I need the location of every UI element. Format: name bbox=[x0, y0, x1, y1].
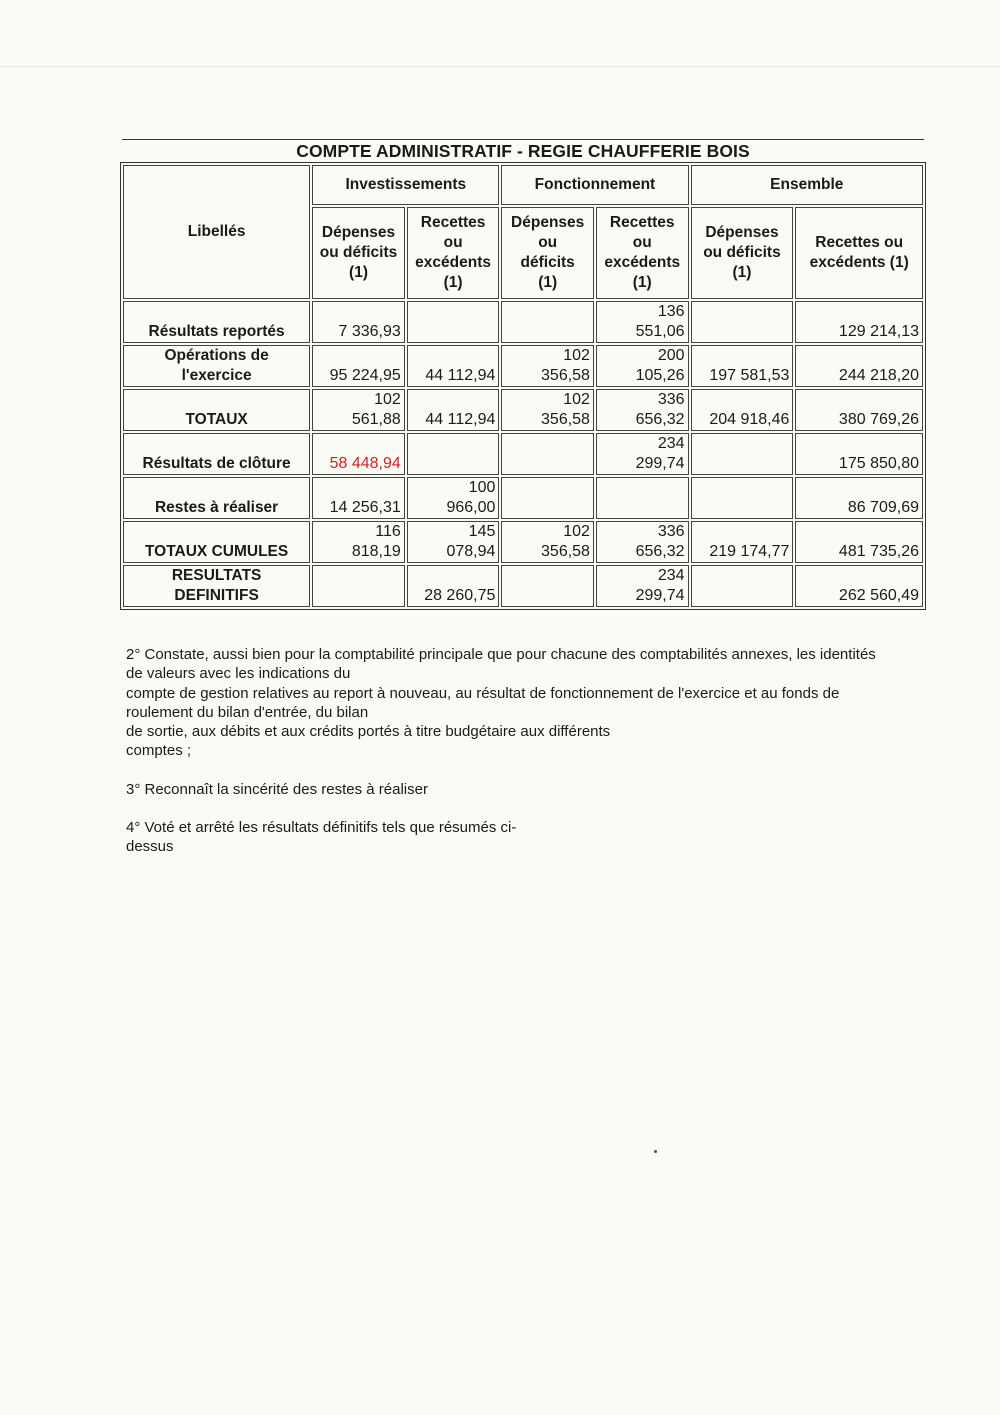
cell-value-line: 356,58 bbox=[541, 411, 590, 428]
cell-value-line: 129 214,13 bbox=[838, 323, 919, 340]
cell-value-line: 86 709,69 bbox=[847, 499, 919, 516]
row-label bbox=[123, 301, 310, 343]
cell-value-line: 145 bbox=[468, 523, 496, 540]
subheader-line: Dépenses bbox=[321, 224, 396, 241]
cell-fonc-recettes bbox=[596, 433, 689, 475]
cell-inv-recettes bbox=[407, 301, 500, 343]
cell-value-line: 28 260,75 bbox=[424, 587, 496, 604]
subheader-line: excédents bbox=[604, 254, 681, 271]
cell-value-line: 336 bbox=[657, 391, 685, 408]
cell-fonc-recettes bbox=[596, 521, 689, 563]
cell-value-line: 44 112,94 bbox=[425, 411, 496, 428]
header-group-fonctionnement: Fonctionnement bbox=[501, 165, 688, 205]
paragraph-line: de sortie, aux débits et aux crédits portés à titre budgétaire aux différents bbox=[126, 723, 611, 741]
cell-inv-recettes bbox=[407, 345, 500, 387]
cell-ens-recettes bbox=[795, 477, 923, 519]
subheader-line: (1) bbox=[632, 274, 652, 291]
cell-value-line: 262 560,49 bbox=[838, 587, 919, 604]
row-label-line: Résultats de clôture bbox=[142, 455, 291, 472]
row-label-line: Résultats reportés bbox=[148, 323, 285, 340]
cell-value-line: 656,32 bbox=[635, 411, 685, 428]
cell-fonc-depenses bbox=[501, 565, 594, 607]
paragraph-line: compte de gestion relatives au report à nouveau, au résultat de fonctionnement de l'exercice et au fonds de bbox=[126, 684, 840, 702]
row-label-line: RESULTATS bbox=[171, 567, 262, 584]
cell-value-line: 966,00 bbox=[446, 499, 496, 516]
cell-value-line: 7 336,93 bbox=[338, 323, 401, 340]
subheader-line: déficits bbox=[520, 254, 575, 271]
header-group-investissements: Investissements bbox=[312, 165, 499, 205]
table-row bbox=[123, 433, 923, 475]
cell-ens-recettes bbox=[795, 521, 923, 563]
cell-ens-recettes bbox=[795, 389, 923, 431]
cell-value-line: 656,32 bbox=[635, 543, 685, 560]
cell-inv-depenses bbox=[312, 565, 405, 607]
subheader-ens-recettes bbox=[795, 207, 923, 299]
cell-value-line: 380 769,26 bbox=[838, 411, 919, 428]
table-row bbox=[123, 301, 923, 343]
subheader-line: (1) bbox=[538, 274, 558, 291]
subheader-ens-depenses bbox=[691, 207, 794, 299]
subheader-line: Recettes ou bbox=[815, 234, 904, 251]
scan-speck bbox=[654, 1150, 657, 1153]
cell-fonc-recettes bbox=[596, 389, 689, 431]
body-paragraphs bbox=[126, 645, 971, 876]
subheader-line: excédents bbox=[415, 254, 491, 271]
paragraph-line: 4° Voté et arrêté les résultats définitifs tels que résumés ci- bbox=[126, 819, 517, 837]
row-label bbox=[123, 477, 310, 519]
cell-fonc-depenses bbox=[501, 477, 594, 519]
cell-value-line: 44 112,94 bbox=[425, 367, 496, 384]
row-label bbox=[123, 345, 310, 387]
cell-value-line: 136 bbox=[657, 303, 685, 320]
cell-ens-recettes bbox=[795, 345, 923, 387]
subheader-line: Dépenses bbox=[511, 214, 585, 231]
row-label-line: TOTAUX bbox=[185, 411, 248, 428]
cell-fonc-depenses bbox=[501, 521, 594, 563]
cell-value-line: 219 174,77 bbox=[709, 543, 790, 560]
cell-value-line: 200 bbox=[657, 347, 685, 364]
subheader-inv-recettes bbox=[407, 207, 500, 299]
subheader-line: ou bbox=[538, 234, 558, 251]
cell-value-line: 102 bbox=[563, 523, 590, 540]
table-row bbox=[123, 389, 923, 431]
cell-value-line: 356,58 bbox=[541, 367, 590, 384]
paragraph bbox=[126, 780, 971, 799]
cell-ens-depenses bbox=[691, 521, 794, 563]
row-label-line: TOTAUX CUMULES bbox=[144, 543, 289, 560]
subheader-line: ou bbox=[443, 234, 463, 251]
cell-value-line: 102 bbox=[563, 391, 590, 408]
compte-administratif-table bbox=[120, 162, 926, 610]
paragraph bbox=[126, 645, 971, 761]
header-group-ensemble: Ensemble bbox=[691, 165, 923, 205]
cell-ens-depenses bbox=[691, 301, 794, 343]
row-label-line: DEFINITIFS bbox=[174, 587, 259, 604]
cell-value-line: 58 448,94 bbox=[329, 455, 401, 472]
paragraph-line: dessus bbox=[126, 838, 174, 856]
subheader-line: Recettes bbox=[420, 214, 486, 231]
row-label bbox=[123, 521, 310, 563]
subheader-fonc-depenses bbox=[501, 207, 594, 299]
cell-inv-depenses bbox=[312, 345, 405, 387]
subheader-line: (1) bbox=[349, 264, 368, 281]
table-row bbox=[123, 521, 923, 563]
cell-inv-recettes bbox=[407, 565, 500, 607]
cell-inv-depenses bbox=[312, 477, 405, 519]
cell-fonc-depenses bbox=[501, 301, 594, 343]
cell-value-line: 197 581,53 bbox=[709, 367, 790, 384]
cell-inv-recettes bbox=[407, 477, 500, 519]
document-title: COMPTE ADMINISTRATIF - REGIE CHAUFFERIE BOIS bbox=[296, 141, 750, 161]
subheader-line: excédents (1) bbox=[809, 254, 909, 271]
table-body bbox=[123, 301, 923, 607]
cell-inv-depenses bbox=[312, 521, 405, 563]
paragraph-line: de valeurs avec les indications du bbox=[126, 665, 351, 683]
cell-value-line: 818,19 bbox=[351, 543, 401, 560]
cell-value-line: 078,94 bbox=[446, 543, 496, 560]
title-rule bbox=[122, 139, 924, 140]
cell-ens-recettes bbox=[795, 565, 923, 607]
cell-ens-recettes bbox=[795, 301, 923, 343]
cell-fonc-depenses bbox=[501, 345, 594, 387]
cell-fonc-recettes bbox=[596, 565, 689, 607]
subheader-fonc-recettes bbox=[596, 207, 689, 299]
cell-ens-depenses bbox=[691, 565, 794, 607]
cell-value-line: 105,26 bbox=[635, 367, 685, 384]
row-label bbox=[123, 433, 310, 475]
cell-value-line: 14 256,31 bbox=[329, 499, 401, 516]
subheader-line: (1) bbox=[732, 264, 752, 281]
page-edge-line bbox=[0, 66, 1000, 67]
row-label bbox=[123, 565, 310, 607]
cell-ens-depenses bbox=[691, 433, 794, 475]
cell-ens-depenses bbox=[691, 345, 794, 387]
cell-value-line: 551,06 bbox=[635, 323, 685, 340]
paragraph bbox=[126, 818, 971, 857]
cell-inv-recettes bbox=[407, 521, 500, 563]
table-row bbox=[123, 345, 923, 387]
subheader-inv-depenses bbox=[312, 207, 405, 299]
cell-inv-recettes bbox=[407, 433, 500, 475]
row-label-line: Restes à réaliser bbox=[154, 499, 279, 516]
cell-value-line: 299,74 bbox=[635, 455, 685, 472]
cell-fonc-recettes bbox=[596, 477, 689, 519]
cell-value-line: 95 224,95 bbox=[329, 367, 401, 384]
cell-value-line: 561,88 bbox=[351, 411, 401, 428]
cell-value-line: 204 918,46 bbox=[709, 411, 790, 428]
cell-value-line: 299,74 bbox=[635, 587, 685, 604]
row-label-line: l'exercice bbox=[181, 367, 252, 384]
table-row bbox=[123, 565, 923, 607]
subheader-line: (1) bbox=[443, 274, 463, 291]
subheader-line: Recettes bbox=[609, 214, 675, 231]
cell-value-line: 116 bbox=[375, 523, 401, 540]
cell-value-line: 234 bbox=[657, 567, 685, 584]
cell-value-line: 481 735,26 bbox=[838, 543, 919, 560]
cell-ens-depenses bbox=[691, 389, 794, 431]
cell-value-line: 244 218,20 bbox=[838, 367, 919, 384]
header-libelles: Libellés bbox=[123, 165, 310, 299]
paragraph-line: comptes ; bbox=[126, 742, 192, 760]
cell-value-line: 336 bbox=[657, 523, 685, 540]
cell-value-line: 175 850,80 bbox=[838, 455, 919, 472]
paragraph-line: 3° Reconnaît la sincérité des restes à réaliser bbox=[126, 780, 428, 798]
cell-ens-depenses bbox=[691, 477, 794, 519]
cell-fonc-recettes bbox=[596, 345, 689, 387]
cell-value-line: 234 bbox=[657, 435, 685, 452]
cell-inv-depenses bbox=[312, 433, 405, 475]
cell-value-line: 102 bbox=[563, 347, 590, 364]
cell-ens-recettes bbox=[795, 433, 923, 475]
subheader-line: Dépenses bbox=[705, 224, 779, 241]
cell-inv-depenses bbox=[312, 301, 405, 343]
cell-inv-depenses bbox=[312, 389, 405, 431]
cell-value-line: 356,58 bbox=[541, 543, 590, 560]
cell-fonc-depenses bbox=[501, 433, 594, 475]
cell-fonc-depenses bbox=[501, 389, 594, 431]
cell-fonc-recettes bbox=[596, 301, 689, 343]
cell-value-line: 102 bbox=[374, 391, 401, 408]
row-label bbox=[123, 389, 310, 431]
paragraph-line: roulement du bilan d'entrée, du bilan bbox=[126, 703, 369, 721]
cell-inv-recettes bbox=[407, 389, 500, 431]
subheader-line: ou déficits bbox=[703, 244, 781, 261]
row-label-line: Opérations de bbox=[164, 347, 269, 364]
cell-value-line: 100 bbox=[468, 479, 496, 496]
table-row bbox=[123, 477, 923, 519]
paragraph-line: 2° Constate, aussi bien pour la comptabilité principale que pour chacune des comptabilités annexes, les identités bbox=[126, 646, 876, 663]
subheader-line: ou bbox=[632, 234, 652, 251]
subheader-line: ou déficits bbox=[319, 244, 398, 261]
